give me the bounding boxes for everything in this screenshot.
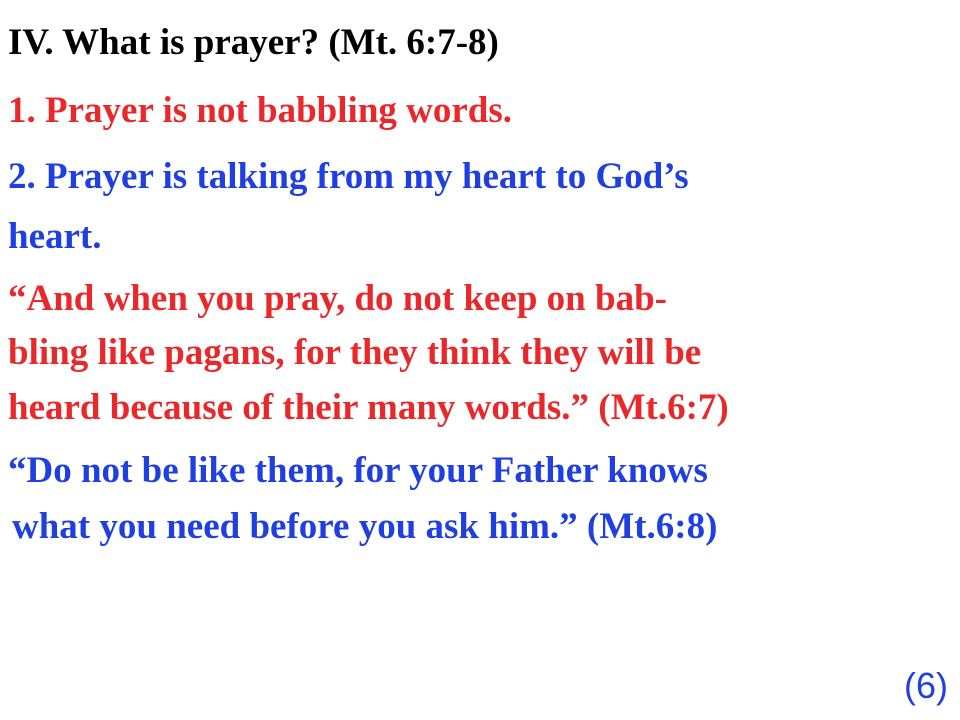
point-2-line-1: 2. Prayer is talking from my heart to God’s (8, 156, 689, 197)
point-1: 1. Prayer is not babbling words. (8, 90, 513, 131)
point-2-line-2: heart. (8, 216, 102, 257)
slide-title: IV. What is prayer? (Mt. 6:7-8) (8, 22, 499, 63)
quote-2-line-2: what you need before you ask him.” (Mt.6:8) (12, 506, 718, 547)
quote-1-line-2: bling like pagans, for they think they will be (8, 332, 702, 373)
page-number: (6) (904, 665, 948, 706)
quote-1-line-3: heard because of their many words.” (Mt.6:7) (8, 387, 729, 428)
quote-1-line-1: “And when you pray, do not keep on bab- (8, 278, 667, 319)
quote-2-line-1: “Do not be like them, for your Father knows (8, 450, 708, 491)
